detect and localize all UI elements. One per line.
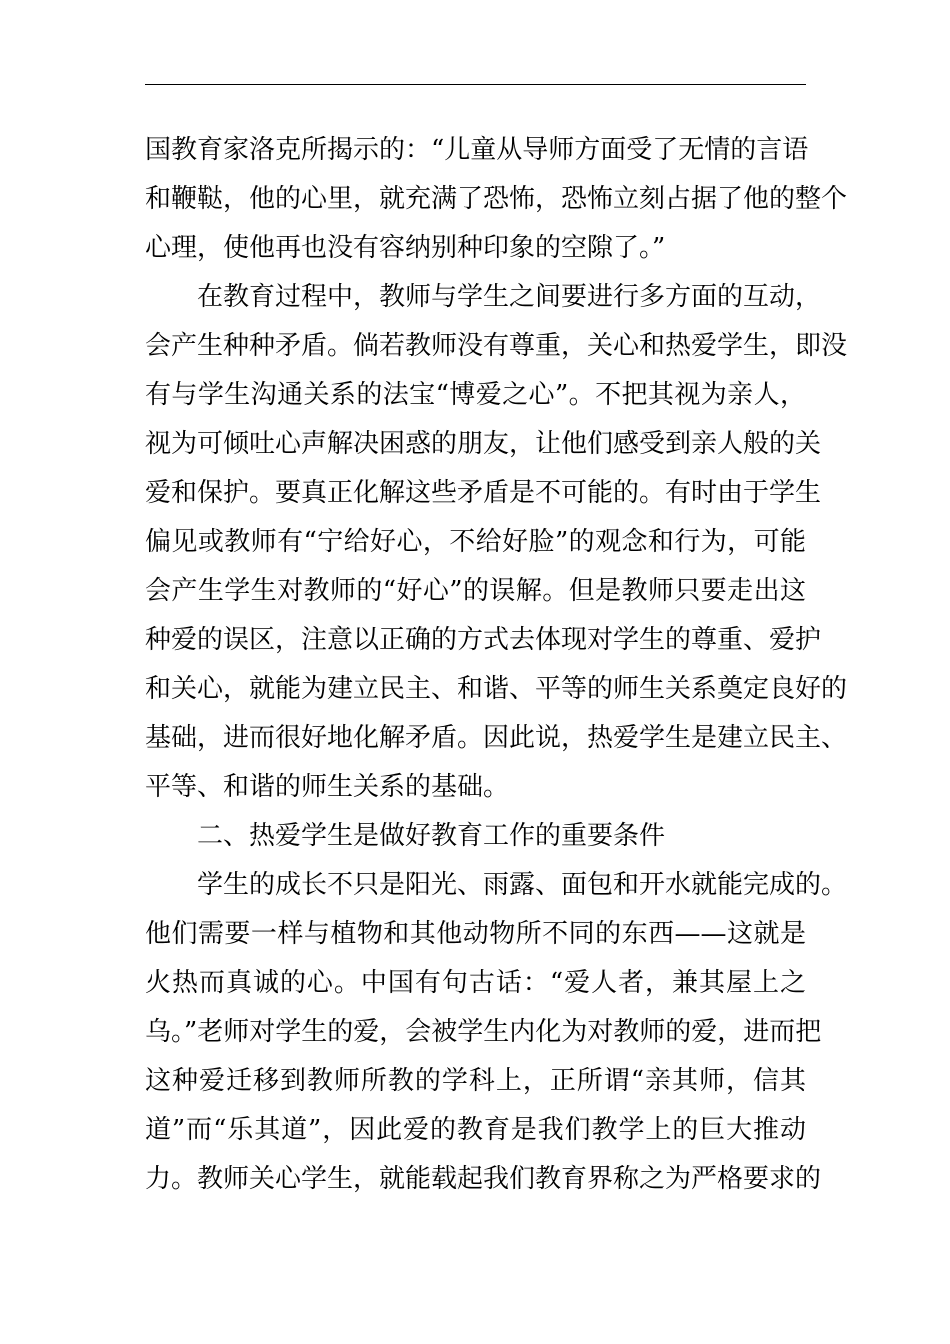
text-line: 和关心，就能为建立民主、和谐、平等的师生关系奠定良好的 xyxy=(145,674,848,704)
text-line: 乌。”老师对学生的爱，会被学生内化为对教师的爱，进而把 xyxy=(145,1017,822,1047)
text-line: 在教育过程中，教师与学生之间要进行多方面的互动， xyxy=(197,282,822,312)
text-line: 有与学生沟通关系的法宝“博爱之心”。不把其视为亲人， xyxy=(145,380,806,410)
text-line: 视为可倾吐心声解决困惑的朋友，让他们感受到亲人般的关 xyxy=(145,429,822,459)
text-line: 基础，进而很好地化解矛盾。因此说，热爱学生是建立民主、 xyxy=(145,723,848,753)
document-body xyxy=(145,126,848,1204)
text-line: 会产生学生对教师的“好心”的误解。但是教师只要走出这 xyxy=(145,576,806,606)
text-line: 他们需要一样与植物和其他动物所不同的东西——这就是 xyxy=(145,919,806,949)
text-line: 火热而真诚的心。中国有句古话：“爱人者，兼其屋上之 xyxy=(145,968,806,998)
text-line: 和鞭鞑，他的心里，就充满了恐怖，恐怖立刻占据了他的整个 xyxy=(145,184,848,214)
text-line: 平等、和谐的师生关系的基础。 xyxy=(145,772,510,802)
text-line: 这种爱迁移到教师所教的学科上，正所谓“亲其师，信其 xyxy=(145,1066,806,1096)
text-line: 心理，使他再也没有容纳别种印象的空隙了。” xyxy=(145,233,666,263)
text-line: 偏见或教师有“宁给好心，不给好脸”的观念和行为，可能 xyxy=(145,527,806,557)
text-line: 会产生种种矛盾。倘若教师没有尊重，关心和热爱学生，即没 xyxy=(145,331,848,361)
text-line: 道”而“乐其道”，因此爱的教育是我们教学上的巨大推动 xyxy=(145,1115,806,1145)
text-line: 二、热爱学生是做好教育工作的重要条件 xyxy=(197,821,666,851)
text-line: 种爱的误区，注意以正确的方式去体现对学生的尊重、爱护 xyxy=(145,625,822,655)
text-line: 力。教师关心学生，就能载起我们教育界称之为严格要求的 xyxy=(145,1164,822,1194)
text-line: 国教育家洛克所揭示的：“儿童从导师方面受了无情的言语 xyxy=(145,135,809,165)
text-line: 爱和保护。要真正化解这些矛盾是不可能的。有时由于学生 xyxy=(145,478,822,508)
header-rule xyxy=(145,84,806,85)
text-line: 学生的成长不只是阳光、雨露、面包和开水就能完成的。 xyxy=(197,870,848,900)
